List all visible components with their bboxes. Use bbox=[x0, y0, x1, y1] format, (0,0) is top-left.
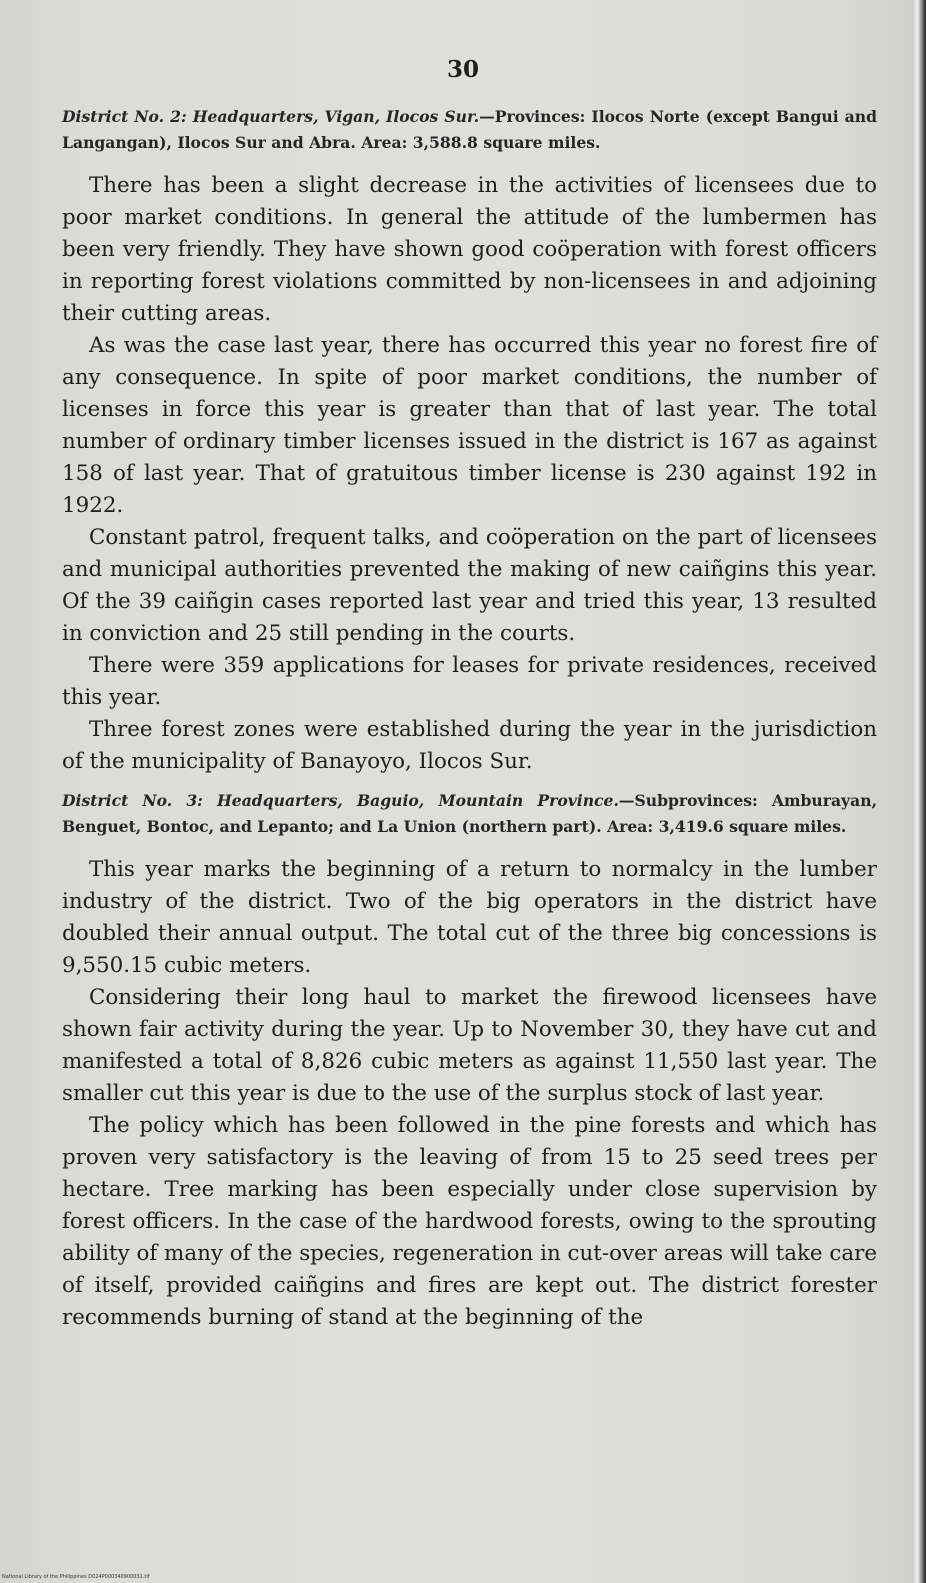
district-3-heading-title: District No. 3: Headquarters, Baguio, Mountain Province. bbox=[62, 791, 619, 810]
district-3-paragraph-3: The policy which has been followed in the pine forests and which has proven very satisfactory is the leaving of from 15 to 25 seed trees per hectare. Tree marking has been especially under close supervision by forest officers. In the case of the hardwood forests, owing to the sprouting ability of many of the species, regeneration in cut-over areas will take care of itself, provided caiñgins and fires are kept out. The district forester recommends burning of stand at the beginning of the bbox=[62, 1113, 877, 1330]
district-3-heading-details: —Subprovinces: Amburayan, Benguet, Bontoc, and Lepanto; and La Union (northern part). Area: 3,419.6 square miles. bbox=[62, 791, 877, 836]
district-2-heading-details: —Provinces: Ilocos Norte (except Bangui and Langangan), Ilocos Sur and Abra. Area: 3,588.8 square miles. bbox=[62, 107, 877, 152]
district-2-paragraph-2: As was the case last year, there has occurred this year no forest fire of any consequence. In spite of poor market conditions, the number of licenses in force this year is greater than that of last year. The total number of ordinary timber licenses issued in the district is 167 as against 158 of last year. That of gratuitous timber license is 230 against 192 in 1922. bbox=[62, 333, 877, 518]
district-3-heading bbox=[62, 788, 877, 840]
district-2-paragraph-1: There has been a slight decrease in the activities of licensees due to poor market conditions. In general the attitude of the lumbermen has been very friendly. They have shown good coöperation with forest officers in reporting forest violations committed by non-licensees in and adjoining their cutting areas. bbox=[62, 173, 877, 326]
district-2-heading bbox=[62, 104, 877, 156]
district-2-paragraph-5: Three forest zones were established during the year in the jurisdiction of the municipality of Banayoyo, Ilocos Sur. bbox=[62, 717, 877, 774]
page-content bbox=[62, 104, 877, 1334]
page-number: 30 bbox=[446, 56, 479, 83]
district-3-paragraph-2: Considering their long haul to market the firewood licensees have shown fair activity during the year. Up to November 30, they have cut and manifested a total of 8,826 cubic meters as against 11,550 last year. The smaller cut this year is due to the use of the surplus stock of last year. bbox=[62, 985, 877, 1106]
district-2-paragraph-3: Constant patrol, frequent talks, and coöperation on the part of licensees and municipal authorities prevented the making of new caiñgins this year. Of the 39 caiñgin cases reported last year and tried this year, 13 resulted in conviction and 25 still pending in the courts. bbox=[62, 525, 877, 646]
district-3-paragraph-1: This year marks the beginning of a return to normalcy in the lumber industry of the district. Two of the big operators in the district have doubled their annual output. The total cut of the three big concessions is 9,550.15 cubic meters. bbox=[62, 857, 877, 978]
district-2-heading-title: District No. 2: Headquarters, Vigan, Ilocos Sur. bbox=[62, 107, 480, 126]
district-2-paragraph-4: There were 359 applications for leases for private residences, received this year. bbox=[62, 653, 877, 710]
scan-footer-caption: National Library of the Philippines D024P000340900031.tif bbox=[2, 1574, 150, 1580]
page-edge-shadow bbox=[912, 0, 926, 1583]
